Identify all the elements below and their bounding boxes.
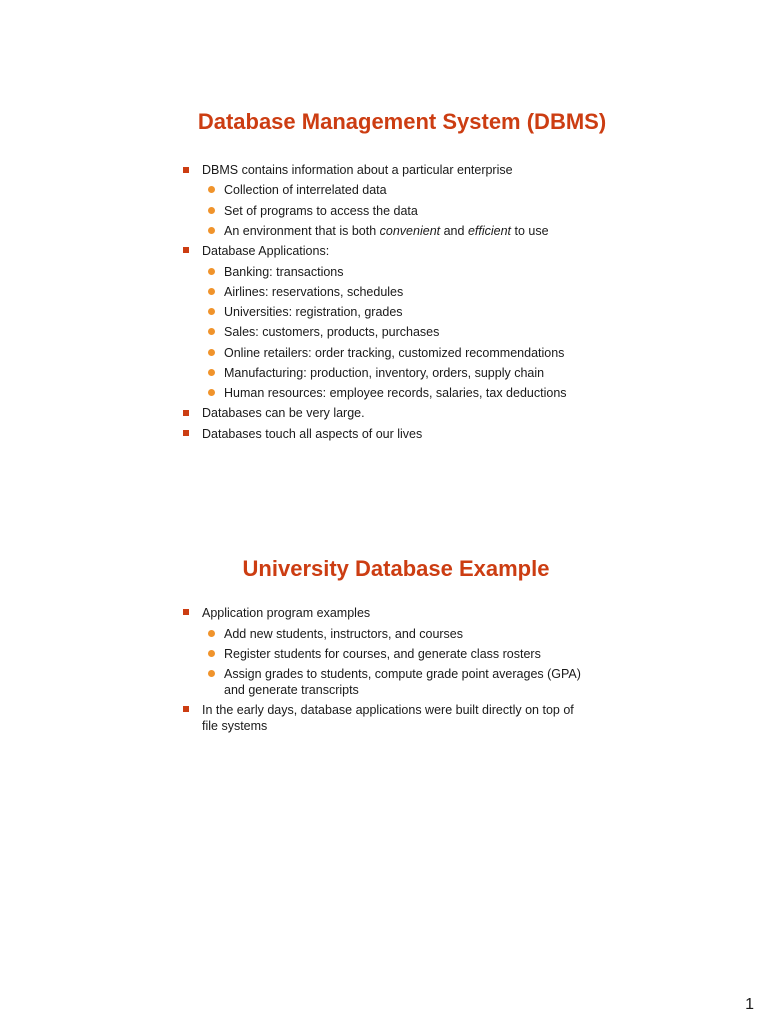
emphasis-convenient: convenient [379, 224, 441, 238]
circle-bullet-icon [208, 268, 215, 275]
sub-bullet-text: Collection of interrelated data [224, 183, 387, 197]
sub-bullet-text: Register students for courses, and generate class rosters [224, 647, 541, 661]
sub-bullet-text: Online retailers: order tracking, customized recommendations [224, 346, 565, 360]
circle-bullet-icon [208, 650, 215, 657]
sub-bullet-text: Human resources: employee records, salaries, tax deductions [224, 386, 567, 400]
circle-bullet-icon [208, 288, 215, 295]
slide-title: University Database Example [242, 556, 550, 581]
square-bullet-icon [183, 706, 189, 712]
circle-bullet-icon [208, 369, 215, 376]
bullet-text: Application program examples [202, 606, 371, 620]
circle-bullet-icon [208, 227, 215, 234]
sub-bullet-text: Set of programs to access the data [224, 204, 418, 218]
square-bullet-icon [183, 247, 189, 253]
sub-bullet-text: Add new students, instructors, and courses [224, 627, 464, 641]
page-number: 1 [745, 996, 754, 1013]
bullet-text: Databases touch all aspects of our lives [202, 427, 423, 441]
circle-bullet-icon [208, 349, 215, 356]
circle-bullet-icon [208, 389, 215, 396]
square-bullet-icon [183, 609, 189, 615]
sub-bullet-text: Airlines: reservations, schedules [224, 285, 404, 299]
sub-bullet-text: Sales: customers, products, purchases [224, 325, 440, 339]
text-segment: to use [511, 224, 549, 238]
sub-bullet-text: Manufacturing: production, inventory, orders, supply chain [224, 366, 545, 380]
text-segment: and [440, 224, 468, 238]
text-segment: An environment that is both [224, 224, 380, 238]
square-bullet-icon [183, 430, 189, 436]
bullet-text: Database Applications: [202, 244, 330, 258]
circle-bullet-icon [208, 670, 215, 677]
sub-bullet-text-continuation: and generate transcripts [224, 683, 359, 697]
sub-bullet-text: Banking: transactions [224, 265, 344, 279]
emphasis-efficient: efficient [467, 224, 512, 238]
sub-bullet-text [224, 223, 549, 239]
slide-title: Database Management System (DBMS) [197, 109, 607, 134]
circle-bullet-icon [208, 186, 215, 193]
sub-bullet-text: Universities: registration, grades [224, 305, 403, 319]
square-bullet-icon [183, 167, 189, 173]
bullet-text-continuation: file systems [202, 719, 268, 733]
circle-bullet-icon [208, 630, 215, 637]
bullet-text: DBMS contains information about a particular enterprise [202, 163, 513, 177]
circle-bullet-icon [208, 328, 215, 335]
circle-bullet-icon [208, 308, 215, 315]
bullet-text: Databases can be very large. [202, 406, 365, 420]
circle-bullet-icon [208, 207, 215, 214]
sub-bullet-text: Assign grades to students, compute grade point averages (GPA) [224, 667, 581, 681]
square-bullet-icon [183, 410, 189, 416]
bullet-text: In the early days, database applications were built directly on top of [202, 703, 574, 717]
